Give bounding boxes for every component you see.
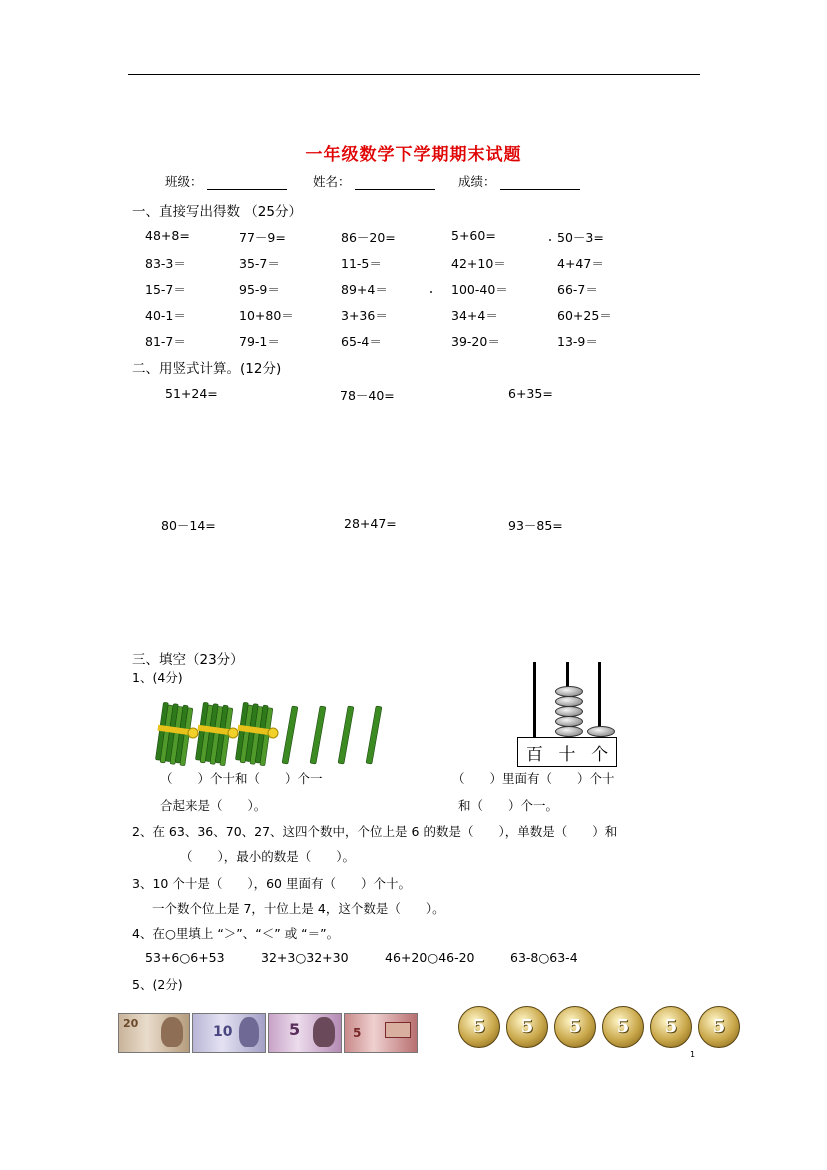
- class-label: 班级：: [165, 174, 203, 189]
- score-label: 成绩：: [458, 174, 496, 189]
- abacus-bead: [555, 716, 583, 727]
- arithmetic-item: 65-4＝: [341, 334, 382, 349]
- compare-item: 46+20○46-20: [385, 950, 475, 965]
- arithmetic-item: 42+10＝: [451, 256, 506, 271]
- vertical-calc: 78－40=: [340, 388, 395, 403]
- arithmetic-item: 3+36＝: [341, 308, 388, 323]
- arithmetic-item: 35-7＝: [239, 256, 280, 271]
- coin-5-jiao: 5: [554, 1006, 596, 1048]
- abacus-bead: [587, 726, 615, 737]
- banknote-value: 5: [289, 1020, 301, 1039]
- ten-stick-bundle: [235, 702, 278, 766]
- arithmetic-item: 95-9＝: [239, 282, 280, 297]
- stick-bundles-figure: [155, 700, 395, 770]
- denomination-plate-icon: [385, 1022, 411, 1038]
- arithmetic-item: 89+4＝: [341, 282, 388, 297]
- top-rule: [128, 74, 700, 75]
- arithmetic-item: 5+60=: [451, 228, 496, 243]
- arithmetic-item: 15-7＝: [145, 282, 186, 297]
- vertical-calc: 80－14=: [161, 518, 216, 533]
- single-stick: [366, 706, 382, 764]
- banknote-value: 10: [213, 1024, 233, 1040]
- arithmetic-item: 4+47＝: [557, 256, 604, 271]
- q1-right-line1: （ ）里面有（ ）个十: [452, 771, 615, 786]
- q1-left-line1: （ ）个十和（ ）个一: [160, 771, 323, 786]
- single-stick: [282, 706, 298, 764]
- abacus-bead: [555, 696, 583, 707]
- arithmetic-item: 11-5＝: [341, 256, 382, 271]
- vertical-calc: 51+24=: [165, 386, 218, 401]
- coin-5-jiao: 5: [602, 1006, 644, 1048]
- class-blank[interactable]: [207, 175, 287, 190]
- ten-stick-bundle: [195, 702, 238, 766]
- vertical-calc: 28+47=: [344, 516, 397, 531]
- arithmetic-item: 34+4＝: [451, 308, 498, 323]
- q3-line2: 一个数个位上是 7，十位上是 4，这个数是（ ）。: [152, 901, 445, 916]
- q1-label: 1、(4分): [132, 670, 183, 685]
- q2-line2: （ ），最小的数是（ ）。: [180, 849, 356, 864]
- name-blank[interactable]: [355, 175, 435, 190]
- banknote-20: [118, 1013, 190, 1053]
- q5-label: 5、(2分): [132, 977, 183, 992]
- arithmetic-item: 13-9＝: [557, 334, 598, 349]
- class-field: [165, 172, 287, 190]
- arithmetic-item: 83-3＝: [145, 256, 186, 271]
- abacus: [517, 662, 619, 770]
- q2-line1: 2、在 63、36、70、27、这四个数中，个位上是 6 的数是（ ），单数是（ ）和: [132, 824, 618, 839]
- stray-dot: [549, 239, 551, 241]
- arithmetic-item: 66-7＝: [557, 282, 598, 297]
- page-title: 一年级数学下学期期末试题: [305, 145, 522, 165]
- score-blank[interactable]: [500, 175, 580, 190]
- section3-heading: 三、填空（23分）: [132, 652, 244, 668]
- arithmetic-item: 50－3=: [557, 230, 604, 245]
- coin-5-jiao: 5: [698, 1006, 740, 1048]
- page-number: 1: [690, 1050, 696, 1059]
- arithmetic-item: 100-40＝: [451, 282, 508, 297]
- arithmetic-item: 60+25＝: [557, 308, 612, 323]
- arithmetic-item: 81-7＝: [145, 334, 186, 349]
- ten-stick-bundle: [155, 702, 198, 766]
- arithmetic-item: 39-20＝: [451, 334, 500, 349]
- compare-item: 53+6○6+53: [145, 950, 225, 965]
- arithmetic-item: 86－20=: [341, 230, 396, 245]
- section1-heading: 一、直接写出得数 （25分）: [132, 204, 302, 220]
- label-hundreds: 百: [525, 744, 543, 765]
- portrait-icon: [313, 1017, 335, 1047]
- abacus-bead: [555, 706, 583, 717]
- arithmetic-item: 40-1＝: [145, 308, 186, 323]
- compare-item: 63-8○63-4: [510, 950, 578, 965]
- score-field: [458, 172, 580, 190]
- name-label: 姓名：: [313, 174, 351, 189]
- q4-instruction: 4、在○里填上 “＞”、“＜” 或 “＝”。: [132, 926, 340, 941]
- banknote-5-old: [344, 1013, 418, 1053]
- banknote-value: 20: [123, 1017, 139, 1030]
- section2-heading: 二、用竖式计算。(12分): [132, 361, 282, 377]
- arithmetic-item: 77－9=: [239, 230, 286, 245]
- label-tens: 十: [558, 744, 576, 765]
- banknote-10: [192, 1013, 266, 1053]
- arithmetic-item: 48+8=: [145, 228, 190, 243]
- abacus-rod-hundreds: [533, 662, 536, 738]
- vertical-calc: 6+35=: [508, 386, 553, 401]
- banknote-value: 5: [353, 1026, 362, 1040]
- vertical-calc: 93－85=: [508, 518, 563, 533]
- abacus-place-labels: [517, 737, 617, 767]
- coin-5-jiao: 5: [458, 1006, 500, 1048]
- arithmetic-item: 79-1＝: [239, 334, 280, 349]
- label-ones: 个: [591, 744, 609, 765]
- q1-left-line2: 合起来是（ ）。: [160, 798, 267, 813]
- coin-5-jiao: 5: [506, 1006, 548, 1048]
- arithmetic-item: 10+80＝: [239, 308, 294, 323]
- q1-right-line2: 和（ ）个一。: [458, 798, 559, 813]
- banknote-5: [268, 1013, 342, 1053]
- q3-line1: 3、10 个十是（ ），60 里面有（ ）个十。: [132, 876, 411, 891]
- stray-dot: [430, 291, 432, 293]
- portrait-icon: [161, 1017, 183, 1047]
- single-stick: [338, 706, 354, 764]
- single-stick: [310, 706, 326, 764]
- compare-item: 32+3○32+30: [261, 950, 349, 965]
- portrait-icon: [239, 1017, 259, 1047]
- coin-5-jiao: 5: [650, 1006, 692, 1048]
- name-field: [313, 172, 435, 190]
- abacus-bead: [555, 686, 583, 697]
- abacus-bead: [555, 726, 583, 737]
